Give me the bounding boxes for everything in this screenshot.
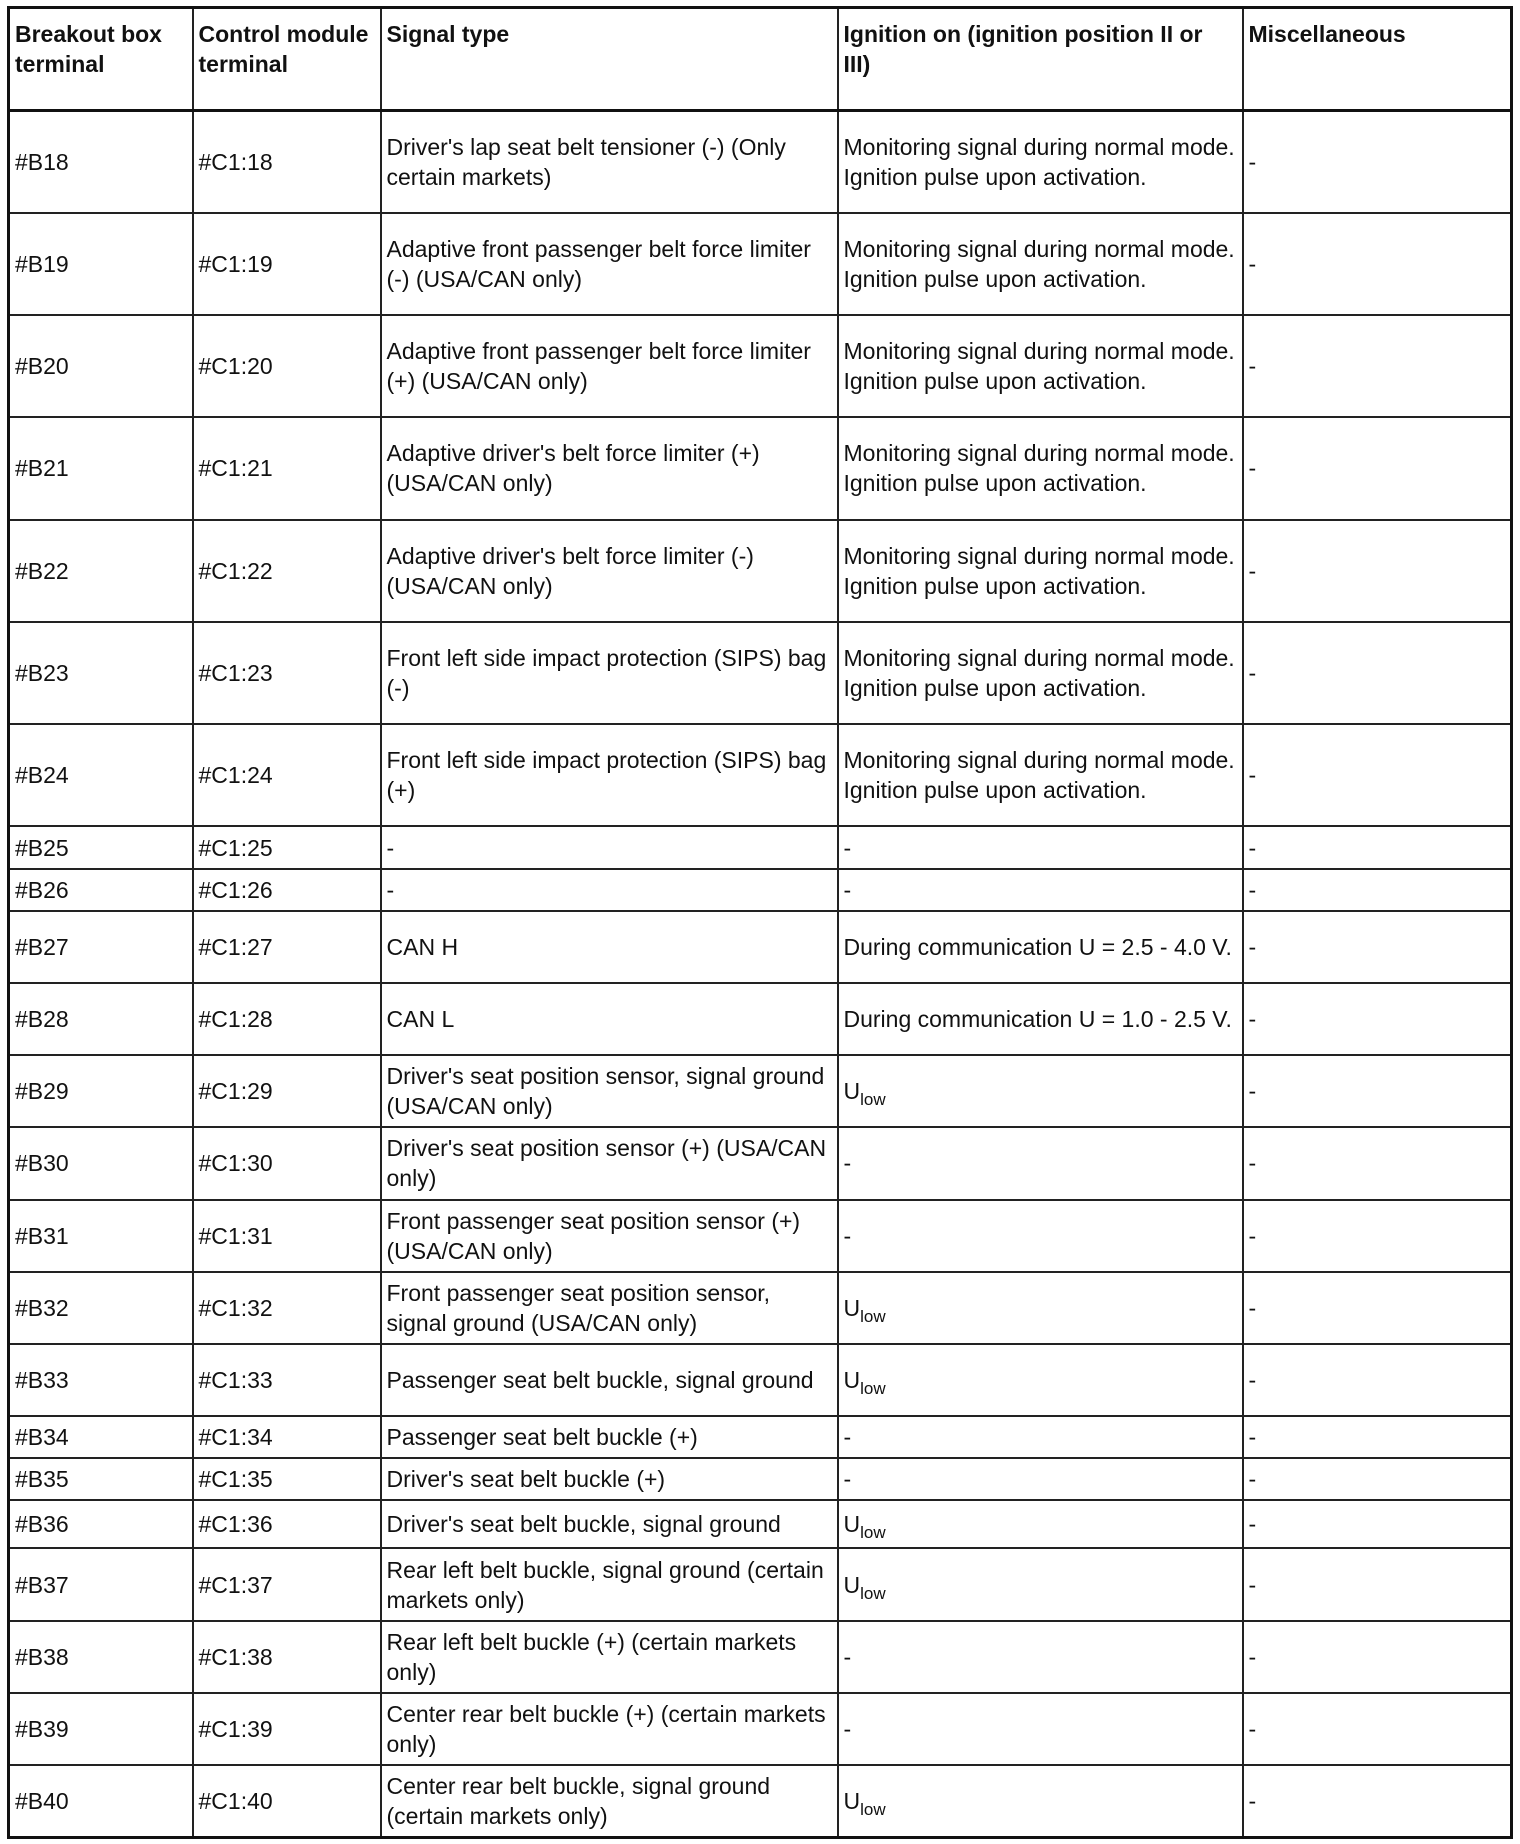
- module-terminal-cell: #C1:38: [193, 1621, 381, 1693]
- signal-type-cell: Driver's lap seat belt tensioner (-) (Only certain markets): [381, 111, 838, 213]
- miscellaneous-cell: -: [1243, 1500, 1512, 1548]
- breakout-terminal-cell: #B20: [9, 315, 193, 417]
- voltage-symbol: U: [843, 1511, 861, 1538]
- module-terminal-cell: #C1:19: [193, 213, 381, 315]
- breakout-terminal-cell: #B35: [9, 1458, 193, 1500]
- signal-type-cell: Driver's seat position sensor, signal ground (USA/CAN only): [381, 1055, 838, 1127]
- signal-type-cell: Passenger seat belt buckle, signal ground: [381, 1344, 838, 1416]
- ignition-cell: -: [838, 1416, 1243, 1458]
- signal-type-cell: CAN L: [381, 983, 838, 1055]
- ignition-line: Ignition pulse upon activation.: [843, 675, 1147, 702]
- breakout-terminal-cell: #B24: [9, 724, 193, 826]
- breakout-terminal-cell: #B25: [9, 826, 193, 868]
- ignition-cell: -: [838, 1127, 1243, 1199]
- breakout-terminal-cell: #B36: [9, 1500, 193, 1548]
- module-terminal-cell: #C1:28: [193, 983, 381, 1055]
- miscellaneous-cell: -: [1243, 1055, 1512, 1127]
- table-row: [9, 417, 1512, 519]
- signal-type-cell: Driver's seat position sensor (+) (USA/CAN only): [381, 1127, 838, 1199]
- breakout-terminal-cell: #B34: [9, 1416, 193, 1458]
- ignition-cell: [838, 724, 1243, 826]
- breakout-terminal-cell: #B28: [9, 983, 193, 1055]
- voltage-symbol: U: [843, 1788, 861, 1815]
- table-row: [9, 1693, 1512, 1765]
- header-control-module-terminal: Control module terminal: [193, 8, 381, 111]
- breakout-terminal-cell: #B40: [9, 1765, 193, 1837]
- ignition-line: Ignition pulse upon activation.: [843, 572, 1147, 599]
- ignition-cell: [838, 213, 1243, 315]
- signal-type-cell: Rear left belt buckle (+) (certain markets only): [381, 1621, 838, 1693]
- table-row: [9, 983, 1512, 1055]
- module-terminal-cell: #C1:40: [193, 1765, 381, 1837]
- signal-type-cell: Adaptive front passenger belt force limiter (-) (USA/CAN only): [381, 213, 838, 315]
- ignition-cell: -: [838, 1200, 1243, 1272]
- table-row: [9, 911, 1512, 983]
- table-row: [9, 1200, 1512, 1272]
- module-terminal-cell: #C1:20: [193, 315, 381, 417]
- miscellaneous-cell: -: [1243, 1344, 1512, 1416]
- miscellaneous-cell: -: [1243, 983, 1512, 1055]
- table-row: [9, 1548, 1512, 1620]
- header-signal-type: Signal type: [381, 8, 838, 111]
- table-row: [9, 1621, 1512, 1693]
- table-row: [9, 826, 1512, 868]
- breakout-terminal-cell: #B22: [9, 520, 193, 622]
- ignition-line: Ignition pulse upon activation.: [843, 470, 1147, 497]
- breakout-terminal-cell: #B26: [9, 869, 193, 911]
- table-row: [9, 1765, 1512, 1837]
- ignition-cell: [838, 622, 1243, 724]
- ignition-line: Monitoring signal during normal mode.: [843, 133, 1235, 160]
- table-row: [9, 315, 1512, 417]
- module-terminal-cell: #C1:37: [193, 1548, 381, 1620]
- breakout-terminal-cell: #B38: [9, 1621, 193, 1693]
- ignition-line: Ignition pulse upon activation.: [843, 265, 1147, 292]
- miscellaneous-cell: -: [1243, 869, 1512, 911]
- breakout-terminal-cell: #B30: [9, 1127, 193, 1199]
- breakout-terminal-cell: #B32: [9, 1272, 193, 1344]
- module-terminal-cell: #C1:26: [193, 869, 381, 911]
- module-terminal-cell: #C1:27: [193, 911, 381, 983]
- signal-type-cell: Front left side impact protection (SIPS) bag (-): [381, 622, 838, 724]
- miscellaneous-cell: -: [1243, 1458, 1512, 1500]
- module-terminal-cell: #C1:24: [193, 724, 381, 826]
- signal-type-cell: Passenger seat belt buckle (+): [381, 1416, 838, 1458]
- module-terminal-cell: #C1:36: [193, 1500, 381, 1548]
- voltage-symbol: U: [843, 1078, 861, 1105]
- table-row: [9, 1416, 1512, 1458]
- table-row: [9, 111, 1512, 213]
- ignition-line: Ignition pulse upon activation.: [843, 163, 1147, 190]
- ignition-cell: [838, 1344, 1243, 1416]
- miscellaneous-cell: -: [1243, 826, 1512, 868]
- module-terminal-cell: #C1:30: [193, 1127, 381, 1199]
- voltage-subscript: low: [860, 1090, 886, 1110]
- miscellaneous-cell: -: [1243, 417, 1512, 519]
- signal-type-cell: Rear left belt buckle, signal ground (certain markets only): [381, 1548, 838, 1620]
- voltage-subscript: low: [860, 1379, 886, 1398]
- miscellaneous-cell: -: [1243, 1693, 1512, 1765]
- breakout-terminal-cell: #B31: [9, 1200, 193, 1272]
- signal-type-cell: Adaptive front passenger belt force limiter (+) (USA/CAN only): [381, 315, 838, 417]
- ignition-line: Ignition pulse upon activation.: [843, 368, 1147, 395]
- ignition-line: Monitoring signal during normal mode.: [843, 235, 1235, 262]
- breakout-terminal-cell: #B18: [9, 111, 193, 213]
- ignition-cell: -: [838, 869, 1243, 911]
- signal-type-cell: Front passenger seat position sensor (+) (USA/CAN only): [381, 1200, 838, 1272]
- ignition-line: Monitoring signal during normal mode.: [843, 645, 1235, 672]
- table-row: [9, 1272, 1512, 1344]
- signal-type-cell: CAN H: [381, 911, 838, 983]
- ignition-cell: [838, 1500, 1243, 1548]
- signal-type-cell: Center rear belt buckle (+) (certain markets only): [381, 1693, 838, 1765]
- ignition-line: Monitoring signal during normal mode.: [843, 542, 1235, 569]
- module-terminal-cell: #C1:32: [193, 1272, 381, 1344]
- miscellaneous-cell: -: [1243, 911, 1512, 983]
- ignition-cell: [838, 1055, 1243, 1127]
- terminal-table: [7, 6, 1513, 1839]
- miscellaneous-cell: -: [1243, 622, 1512, 724]
- header-row: [9, 8, 1512, 111]
- breakout-terminal-cell: #B27: [9, 911, 193, 983]
- ignition-cell: [838, 417, 1243, 519]
- signal-type-cell: Center rear belt buckle, signal ground (certain markets only): [381, 1765, 838, 1837]
- module-terminal-cell: #C1:34: [193, 1416, 381, 1458]
- table-body: [9, 111, 1512, 1838]
- signal-type-cell: Adaptive driver's belt force limiter (-) (USA/CAN only): [381, 520, 838, 622]
- miscellaneous-cell: -: [1243, 724, 1512, 826]
- miscellaneous-cell: -: [1243, 1548, 1512, 1620]
- signal-type-cell: Front passenger seat position sensor, signal ground (USA/CAN only): [381, 1272, 838, 1344]
- table-row: [9, 1500, 1512, 1548]
- ignition-cell: During communication U = 2.5 - 4.0 V.: [838, 911, 1243, 983]
- ignition-line: Monitoring signal during normal mode.: [843, 440, 1235, 467]
- table-row: [9, 869, 1512, 911]
- miscellaneous-cell: -: [1243, 111, 1512, 213]
- signal-type-cell: -: [381, 869, 838, 911]
- module-terminal-cell: #C1:18: [193, 111, 381, 213]
- table-row: [9, 1055, 1512, 1127]
- module-terminal-cell: #C1:29: [193, 1055, 381, 1127]
- module-terminal-cell: #C1:23: [193, 622, 381, 724]
- table-row: [9, 1458, 1512, 1500]
- module-terminal-cell: #C1:22: [193, 520, 381, 622]
- voltage-symbol: U: [843, 1294, 861, 1321]
- module-terminal-cell: #C1:35: [193, 1458, 381, 1500]
- header-miscellaneous: Miscellaneous: [1243, 8, 1512, 111]
- module-terminal-cell: #C1:31: [193, 1200, 381, 1272]
- miscellaneous-cell: -: [1243, 213, 1512, 315]
- voltage-symbol: U: [843, 1571, 861, 1598]
- ignition-cell: [838, 1272, 1243, 1344]
- table-row: [9, 1344, 1512, 1416]
- ignition-cell: [838, 520, 1243, 622]
- table-row: [9, 1127, 1512, 1199]
- breakout-terminal-cell: #B23: [9, 622, 193, 724]
- signal-type-cell: Adaptive driver's belt force limiter (+) (USA/CAN only): [381, 417, 838, 519]
- signal-type-cell: Driver's seat belt buckle, signal ground: [381, 1500, 838, 1548]
- miscellaneous-cell: -: [1243, 1127, 1512, 1199]
- module-terminal-cell: #C1:39: [193, 1693, 381, 1765]
- table-header: [9, 8, 1512, 111]
- ignition-cell: -: [838, 1458, 1243, 1500]
- ignition-line: Ignition pulse upon activation.: [843, 777, 1147, 804]
- ignition-cell: [838, 315, 1243, 417]
- table-row: [9, 724, 1512, 826]
- breakout-terminal-cell: #B33: [9, 1344, 193, 1416]
- breakout-terminal-cell: #B39: [9, 1693, 193, 1765]
- ignition-line: Monitoring signal during normal mode.: [843, 747, 1235, 774]
- breakout-terminal-cell: #B37: [9, 1548, 193, 1620]
- table-row: [9, 622, 1512, 724]
- signal-type-cell: Driver's seat belt buckle (+): [381, 1458, 838, 1500]
- voltage-subscript: low: [860, 1523, 886, 1543]
- module-terminal-cell: #C1:33: [193, 1344, 381, 1416]
- module-terminal-cell: #C1:21: [193, 417, 381, 519]
- signal-type-cell: Front left side impact protection (SIPS) bag (+): [381, 724, 838, 826]
- table-row: [9, 213, 1512, 315]
- header-ignition-on: Ignition on (ignition position II or III): [838, 8, 1243, 111]
- voltage-subscript: low: [860, 1800, 886, 1820]
- miscellaneous-cell: -: [1243, 1416, 1512, 1458]
- ignition-cell: -: [838, 826, 1243, 868]
- ignition-cell: [838, 1765, 1243, 1837]
- breakout-terminal-cell: #B21: [9, 417, 193, 519]
- breakout-terminal-cell: #B19: [9, 213, 193, 315]
- header-breakout-box-terminal: Breakout box terminal: [9, 8, 193, 111]
- miscellaneous-cell: -: [1243, 520, 1512, 622]
- table-row: [9, 520, 1512, 622]
- miscellaneous-cell: -: [1243, 1765, 1512, 1837]
- ignition-cell: -: [838, 1693, 1243, 1765]
- breakout-terminal-cell: #B29: [9, 1055, 193, 1127]
- miscellaneous-cell: -: [1243, 1200, 1512, 1272]
- ignition-cell: During communication U = 1.0 - 2.5 V.: [838, 983, 1243, 1055]
- ignition-line: Monitoring signal during normal mode.: [843, 338, 1235, 365]
- ignition-cell: [838, 111, 1243, 213]
- miscellaneous-cell: -: [1243, 1272, 1512, 1344]
- voltage-symbol: U: [843, 1367, 861, 1393]
- module-terminal-cell: #C1:25: [193, 826, 381, 868]
- miscellaneous-cell: -: [1243, 315, 1512, 417]
- miscellaneous-cell: -: [1243, 1621, 1512, 1693]
- voltage-subscript: low: [860, 1306, 886, 1326]
- ignition-cell: -: [838, 1621, 1243, 1693]
- signal-type-cell: -: [381, 826, 838, 868]
- voltage-subscript: low: [860, 1583, 886, 1603]
- ignition-cell: [838, 1548, 1243, 1620]
